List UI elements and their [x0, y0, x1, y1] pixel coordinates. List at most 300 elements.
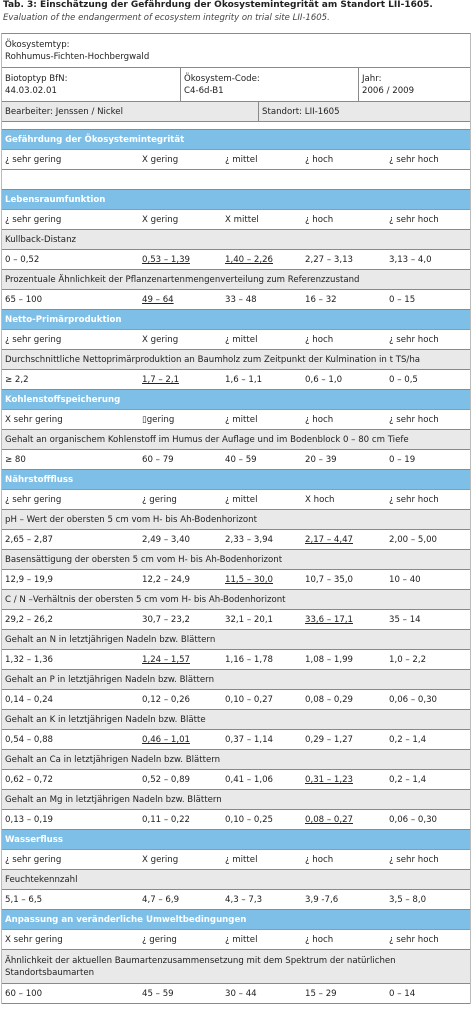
range-mittel: [222, 610, 273, 629]
range-gering: [139, 984, 174, 1003]
rating-option-label: ¿ hoch: [305, 214, 334, 225]
rating-option-label: X gering: [142, 154, 179, 165]
header-row-ecosystem-type: [2, 34, 470, 68]
rating-option-gering[interactable]: [139, 330, 178, 349]
indicator-label-cell: [2, 870, 470, 889]
rating-option-label: X mittel: [225, 214, 259, 225]
value-range-row: [2, 984, 470, 1004]
range-value: 10 – 40: [389, 574, 421, 585]
range-value: 60 – 79: [142, 454, 174, 465]
indicator-label-cell: [2, 710, 470, 729]
rating-option-mittel[interactable]: [222, 490, 257, 509]
rating-option-hoch[interactable]: [302, 410, 333, 429]
range-value: 3,5 – 8,0: [389, 894, 427, 905]
range-value: 0,08 – 0,29: [305, 694, 354, 705]
table-subtitle: Evaluation of the endangerment of ecosystem integrity on trial site LII-1605.: [3, 13, 330, 23]
rating-option-hoch[interactable]: [302, 330, 333, 349]
range-value: 1,32 – 1,36: [5, 654, 54, 665]
indicator-label: Gehalt an Ca in letztjährigen Nadeln bzw. Blättern: [5, 754, 221, 765]
indicator-label-cell: [2, 350, 470, 369]
range-hoch: [302, 890, 338, 909]
indicator-label: Durchschnittliche Nettoprimärproduktion an Baumholz zum Zeitpunkt der Kulmination in t TS/ha: [5, 354, 421, 365]
value-range-row: [2, 770, 470, 790]
range-mittel: [222, 984, 257, 1003]
range-value: 0,13 – 0,19: [5, 814, 54, 825]
rating-option-sehr-gering[interactable]: [2, 490, 61, 509]
range-mittel: [222, 810, 273, 829]
rating-option-sehr-hoch[interactable]: [386, 210, 439, 229]
indicator-label-cell: [2, 670, 470, 689]
indicator-label-cell: [2, 430, 470, 449]
indicator-label: Prozentuale Ähnlichkeit der Pflanzenartenmengenverteilung zum Referenzzustand: [5, 274, 360, 285]
range-sehr-gering: [2, 690, 53, 709]
rating-row: [2, 330, 470, 350]
range-sehr-gering: [2, 984, 42, 1003]
year-value: 2006 / 2009: [362, 85, 415, 96]
range-value: 0,06 – 0,30: [389, 694, 438, 705]
range-hoch: [302, 290, 337, 309]
range-sehr-hoch: [386, 810, 437, 829]
range-value: 40 – 59: [225, 454, 257, 465]
indicator-label-cell: [2, 750, 470, 769]
range-mittel: [222, 570, 273, 589]
editors-cell: [2, 102, 258, 121]
indicator-label: Gehalt an K in letztjährigen Nadeln bzw. Blätte: [5, 714, 206, 725]
range-value: 4,7 – 6,9: [142, 894, 180, 905]
range-value: 0,2 – 1,4: [389, 774, 427, 785]
range-value: ≥ 2,2: [5, 374, 29, 385]
year-label: Jahr:: [362, 73, 382, 84]
range-sehr-gering: [2, 450, 26, 469]
range-sehr-gering: [2, 650, 53, 669]
value-range-row: [2, 530, 470, 550]
range-sehr-hoch: [386, 570, 421, 589]
range-value: 0,10 – 0,27: [225, 694, 274, 705]
rating-option-label: ¿ mittel: [225, 414, 258, 425]
range-value: 16 – 32: [305, 294, 337, 305]
range-hoch: [302, 570, 353, 589]
range-value: 45 – 59: [142, 988, 174, 999]
rating-option-label: ¿ sehr hoch: [389, 334, 439, 345]
section-title: Lebensraumfunktion: [5, 194, 106, 205]
range-sehr-hoch: [386, 450, 415, 469]
rating-option-hoch[interactable]: [302, 210, 333, 229]
rating-option-label: ¿ sehr gering: [5, 154, 62, 165]
rating-option-sehr-hoch[interactable]: [386, 490, 439, 509]
rating-option-label: X gering: [142, 854, 179, 865]
section-title: Nährstofffluss: [5, 474, 74, 485]
indicator-label-row: [2, 230, 470, 250]
indicator-label-row: [2, 670, 470, 690]
indicator-label-cell: [2, 590, 470, 609]
header-row-codes: [2, 68, 470, 102]
rating-option-label: ¿ sehr hoch: [389, 414, 439, 425]
range-sehr-gering: [2, 770, 53, 789]
range-value: 10,7 – 35,0: [305, 574, 354, 585]
ecosystem-type-value: Rohhumus-Fichten-Hochbergwald: [5, 51, 150, 62]
indicator-label-cell: [2, 550, 470, 569]
value-range-row: [2, 250, 470, 270]
range-sehr-gering: [2, 290, 42, 309]
rating-option-label: ¿ mittel: [225, 154, 258, 165]
range-value: 1,08 – 1,99: [305, 654, 354, 665]
range-value: 0,11 – 0,22: [142, 814, 191, 825]
range-value: 15 – 29: [305, 988, 337, 999]
range-mittel: [222, 650, 273, 669]
section-header: [2, 390, 470, 410]
range-value: 0 – 15: [389, 294, 416, 305]
section-header-cell: [2, 390, 470, 409]
indicator-label-cell: [2, 230, 470, 249]
range-value: 1,24 – 1,57: [142, 654, 191, 665]
range-value: 5,1 – 6,5: [5, 894, 43, 905]
indicator-label-row: [2, 270, 470, 290]
rating-option-mittel[interactable]: [222, 210, 259, 229]
rating-option-gering[interactable]: [139, 210, 178, 229]
header-row-editors: [2, 102, 470, 122]
indicator-label: Kullback-Distanz: [5, 234, 77, 245]
range-value: 0,6 – 1,0: [305, 374, 343, 385]
range-hoch: [302, 370, 342, 389]
range-value: 0,14 – 0,24: [5, 694, 54, 705]
range-gering: [139, 250, 190, 269]
indicator-label-row: [2, 550, 470, 570]
rating-option-label: ¿ hoch: [305, 854, 334, 865]
value-range-row: [2, 810, 470, 830]
value-range-row: [2, 650, 470, 670]
rating-option-gering[interactable]: [139, 850, 178, 869]
spacer-row: [2, 122, 470, 130]
range-value: 0,2 – 1,4: [389, 734, 427, 745]
rating-row: [2, 850, 470, 870]
range-value: 0,54 – 0,88: [5, 734, 54, 745]
rating-option-hoch[interactable]: [302, 490, 335, 509]
range-mittel: [222, 370, 262, 389]
range-gering: [139, 650, 190, 669]
range-hoch: [302, 770, 353, 789]
range-value: 0 – 14: [389, 988, 416, 999]
rating-option-sehr-hoch[interactable]: [386, 930, 439, 949]
range-gering: [139, 730, 190, 749]
range-gering: [139, 290, 174, 309]
range-value: 49 – 64: [142, 294, 174, 305]
rating-option-gering[interactable]: [139, 150, 178, 169]
range-value: 1,16 – 1,78: [225, 654, 274, 665]
rating-option-label: X gering: [142, 214, 179, 225]
rating-option-label: ¿ hoch: [305, 154, 334, 165]
range-value: 12,2 – 24,9: [142, 574, 191, 585]
indicator-label: Feuchtekennzahl: [5, 874, 78, 885]
indicator-label: C / N –Verhältnis der obersten 5 cm vom H- bis Ah-Bodenhorizont: [5, 594, 286, 605]
range-value: 29,2 – 26,2: [5, 614, 54, 625]
range-hoch: [302, 250, 353, 269]
ecosystem-type-label: Ökosystemtyp:: [5, 39, 70, 50]
range-hoch: [302, 810, 353, 829]
indicator-label-row: [2, 870, 470, 890]
rating-option-label: ¿ sehr hoch: [389, 214, 439, 225]
value-range-row: [2, 730, 470, 750]
rating-option-sehr-hoch[interactable]: [386, 330, 439, 349]
section-header: [2, 470, 470, 490]
range-gering: [139, 810, 190, 829]
rating-option-hoch[interactable]: [302, 850, 333, 869]
range-value: 0,10 – 0,25: [225, 814, 274, 825]
biotope-type-cell: [2, 68, 180, 101]
editors-text: Bearbeiter: Jenssen / Nickel: [5, 106, 123, 117]
indicator-label: Basensättigung der obersten 5 cm vom H- bis Ah-Bodenhorizont: [5, 554, 283, 565]
range-hoch: [302, 530, 353, 549]
range-value: 3,9 -7,6: [305, 894, 339, 905]
rating-option-mittel[interactable]: [222, 410, 257, 429]
range-sehr-hoch: [386, 770, 426, 789]
range-sehr-hoch: [386, 690, 437, 709]
value-range-row: [2, 370, 470, 390]
range-mittel: [222, 450, 257, 469]
range-value: 11,5 – 30,0: [225, 574, 274, 585]
range-value: 0,53 – 1,39: [142, 254, 191, 265]
range-value: 0,62 – 0,72: [5, 774, 54, 785]
range-value: 0,46 – 1,01: [142, 734, 191, 745]
rating-option-label: ¿ sehr gering: [5, 854, 62, 865]
ecosystem-code-value: C4-6d-B1: [184, 85, 224, 96]
range-sehr-hoch: [386, 290, 415, 309]
range-gering: [139, 530, 190, 549]
rating-row: [2, 210, 470, 230]
range-value: 0,29 – 1,27: [305, 734, 354, 745]
section-header: [2, 910, 470, 930]
ecosystem-type-cell: [2, 34, 470, 67]
indicator-label-row: [2, 750, 470, 770]
range-value: 2,49 – 3,40: [142, 534, 191, 545]
range-sehr-hoch: [386, 984, 415, 1003]
rating-option-label: ¿ sehr gering: [5, 334, 62, 345]
table-title: Tab. 3: Einschätzung der Gefährdung der Ökosystemintegrität am Standort LII-1605.: [3, 0, 433, 10]
range-sehr-gering: [2, 810, 53, 829]
value-range-row: [2, 890, 470, 910]
rating-option-label: ¿ sehr gering: [5, 214, 62, 225]
indicator-label-row: [2, 710, 470, 730]
range-value: 2,65 – 2,87: [5, 534, 54, 545]
indicator-label-cell: [2, 790, 470, 809]
rating-option-label: ¿ mittel: [225, 934, 258, 945]
rating-option-sehr-hoch[interactable]: [386, 850, 439, 869]
range-value: 1,7 – 2,1: [142, 374, 180, 385]
range-hoch: [302, 610, 353, 629]
indicator-label-line1: Ähnlichkeit der aktuellen Baumartenzusammensetzung mit dem Spektrum der natürlichen: [5, 955, 396, 966]
range-sehr-gering: [2, 370, 29, 389]
value-range-row: [2, 450, 470, 470]
section-header-cell: [2, 470, 470, 489]
range-gering: [139, 770, 190, 789]
range-value: 0,31 – 1,23: [305, 774, 354, 785]
rating-option-mittel[interactable]: [222, 150, 257, 169]
range-value: 0 – 0,52: [5, 254, 40, 265]
range-value: 20 – 39: [305, 454, 337, 465]
range-gering: [139, 370, 179, 389]
range-hoch: [302, 650, 353, 669]
section-header-cell: [2, 910, 470, 929]
range-gering: [139, 690, 190, 709]
ecosystem-code-cell: [180, 68, 358, 101]
range-sehr-hoch: [386, 370, 418, 389]
range-sehr-hoch: [386, 530, 437, 549]
rating-option-label: ¿ gering: [142, 934, 177, 945]
section-header-cell: [2, 830, 470, 849]
indicator-label-cell: [2, 270, 470, 289]
indicator-label: Gehalt an Mg in letztjährigen Nadeln bzw. Blättern: [5, 794, 222, 805]
range-value: 0,37 – 1,14: [225, 734, 274, 745]
range-value: 1,6 – 1,1: [225, 374, 263, 385]
range-value: 4,3 – 7,3: [225, 894, 263, 905]
rating-option-label: ¿ mittel: [225, 854, 258, 865]
range-value: 0 – 0,5: [389, 374, 418, 385]
range-value: 2,00 – 5,00: [389, 534, 438, 545]
range-value: 32,1 – 20,1: [225, 614, 274, 625]
indicator-label: Gehalt an organischem Kohlenstoff im Humus der Auflage und im Bodenblock 0 – 80 cm Tiefe: [5, 434, 409, 445]
biotope-type-label: Biotoptyp BfN:: [5, 73, 68, 84]
range-sehr-hoch: [386, 650, 426, 669]
section-title: Kohlenstoffspeicherung: [5, 394, 121, 405]
rating-option-hoch[interactable]: [302, 930, 333, 949]
range-value: 1,0 – 2,2: [389, 654, 427, 665]
spacer-row: [2, 170, 470, 190]
rating-option-label: ¿ mittel: [225, 494, 258, 505]
range-sehr-hoch: [386, 610, 421, 629]
range-gering: [139, 610, 190, 629]
range-sehr-gering: [2, 530, 53, 549]
site-cell: [258, 102, 470, 121]
section-title: Anpassung an veränderliche Umweltbedingungen: [5, 914, 247, 925]
section-header-cell: [2, 190, 470, 209]
range-value: ≥ 80: [5, 454, 26, 465]
range-value: 65 – 100: [5, 294, 43, 305]
value-range-row: [2, 570, 470, 590]
range-mittel: [222, 250, 273, 269]
indicator-label: pH – Wert der obersten 5 cm vom H- bis Ah-Bodenhorizont: [5, 514, 257, 525]
range-hoch: [302, 730, 353, 749]
range-mittel: [222, 770, 273, 789]
rating-option-sehr-gering[interactable]: [2, 330, 61, 349]
section-header: [2, 310, 470, 330]
indicator-label: Gehalt an N in letztjährigen Nadeln bzw. Blättern: [5, 634, 216, 645]
range-mittel: [222, 690, 273, 709]
rating-option-gering[interactable]: [139, 410, 174, 429]
site-text: Standort: LII-1605: [262, 106, 340, 117]
rating-option-label: ¿ hoch: [305, 414, 334, 425]
indicator-label-cell: [2, 630, 470, 649]
range-value: 12,9 – 19,9: [5, 574, 54, 585]
rating-option-sehr-hoch[interactable]: [386, 410, 439, 429]
rating-option-label: ¿ gering: [142, 494, 177, 505]
section-title: Wasserfluss: [5, 834, 63, 845]
range-value: 30,7 – 23,2: [142, 614, 191, 625]
rating-option-label: ¿ sehr hoch: [389, 494, 439, 505]
rating-option-label: ¿ sehr hoch: [389, 854, 439, 865]
range-sehr-gering: [2, 890, 42, 909]
biotope-type-value: 44.03.02.01: [5, 85, 57, 96]
range-sehr-hoch: [386, 250, 432, 269]
range-mittel: [222, 290, 257, 309]
indicator-label-cell: [2, 510, 470, 529]
indicator-label-row: [2, 510, 470, 530]
indicator-label-row: [2, 430, 470, 450]
range-gering: [139, 570, 190, 589]
indicator-label-row: [2, 790, 470, 810]
section-title: Gefährdung der Ökosystemintegrität: [5, 134, 185, 145]
rating-option-label: ¿ hoch: [305, 334, 334, 345]
range-value: 35 – 14: [389, 614, 421, 625]
rating-option-sehr-gering[interactable]: [2, 150, 61, 169]
rating-option-label: X sehr gering: [5, 414, 63, 425]
range-value: 30 – 44: [225, 988, 257, 999]
value-range-row: [2, 290, 470, 310]
rating-option-label: ¿ sehr gering: [5, 494, 62, 505]
range-sehr-gering: [2, 730, 53, 749]
section-title: Netto-Primärproduktion: [5, 314, 122, 325]
rating-option-label: X gering: [142, 334, 179, 345]
range-value: 33,6 – 17,1: [305, 614, 354, 625]
range-value: 0 – 19: [389, 454, 416, 465]
rating-option-sehr-gering[interactable]: [2, 410, 63, 429]
range-hoch: [302, 450, 337, 469]
rating-option-mittel[interactable]: [222, 930, 257, 949]
rating-option-label: ¿ mittel: [225, 334, 258, 345]
section-header: [2, 190, 470, 210]
range-value: 2,27 – 3,13: [305, 254, 354, 265]
rating-option-hoch[interactable]: [302, 150, 333, 169]
assessment-table: [1, 33, 471, 1004]
range-sehr-hoch: [386, 890, 426, 909]
indicator-label-row: [2, 590, 470, 610]
section-header: [2, 830, 470, 850]
indicator-label-cell: [2, 950, 470, 983]
rating-option-mittel[interactable]: [222, 330, 257, 349]
indicator-label-row: [2, 350, 470, 370]
rating-option-sehr-hoch[interactable]: [386, 150, 439, 169]
rating-option-sehr-gering[interactable]: [2, 850, 61, 869]
rating-option-label: ¿ sehr hoch: [389, 154, 439, 165]
value-range-row: [2, 610, 470, 630]
range-hoch: [302, 984, 337, 1003]
indicator-label-row: [2, 950, 470, 984]
ecosystem-code-label: Ökosystem-Code:: [184, 73, 260, 84]
rating-option-gering[interactable]: [139, 930, 177, 949]
rating-row: [2, 930, 470, 950]
rating-option-label: ¿ hoch: [305, 934, 334, 945]
indicator-label: Gehalt an P in letztjährigen Nadeln bzw. Blättern: [5, 674, 215, 685]
rating-row: [2, 150, 470, 170]
range-sehr-gering: [2, 250, 39, 269]
range-value: 60 – 100: [5, 988, 43, 999]
rating-row: [2, 410, 470, 430]
range-value: 0,08 – 0,27: [305, 814, 354, 825]
year-cell: [358, 68, 470, 101]
range-sehr-gering: [2, 610, 53, 629]
range-value: 0,12 – 0,26: [142, 694, 191, 705]
indicator-label-row: [2, 630, 470, 650]
range-value: 0,41 – 1,06: [225, 774, 274, 785]
value-range-row: [2, 690, 470, 710]
range-value: 33 – 48: [225, 294, 257, 305]
range-mittel: [222, 890, 262, 909]
range-mittel: [222, 530, 273, 549]
rating-option-sehr-gering[interactable]: [2, 210, 61, 229]
indicator-label-line2: Standortsbaumarten: [5, 967, 95, 978]
rating-option-sehr-gering[interactable]: [2, 930, 63, 949]
range-value: 0,06 – 0,30: [389, 814, 438, 825]
rating-option-mittel[interactable]: [222, 850, 257, 869]
rating-option-gering[interactable]: [139, 490, 177, 509]
